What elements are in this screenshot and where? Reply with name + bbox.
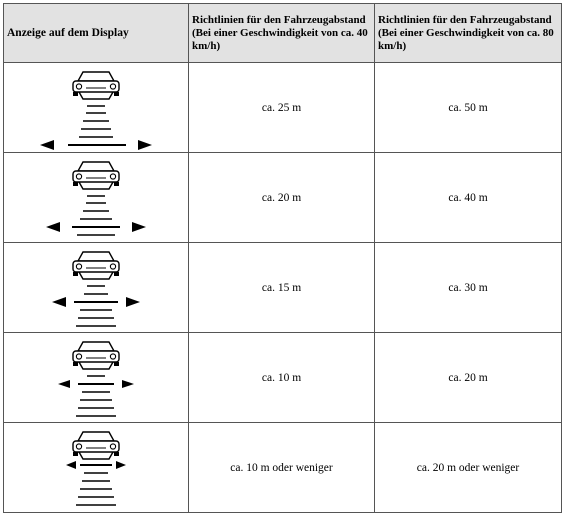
table-row xyxy=(4,153,562,243)
distance-80-cell: ca. 50 m xyxy=(375,63,562,153)
header-distance-40: Richtlinien für den Fahrzeugabstand (Bei einer Geschwindigkeit von ca. 40 km/h) xyxy=(189,4,375,63)
distance-bar-icon xyxy=(76,465,116,505)
display-cell xyxy=(4,63,189,153)
table-row xyxy=(4,63,562,153)
header-display: Anzeige auf dem Display xyxy=(4,4,189,63)
distance-40-cell: ca. 10 m xyxy=(189,333,375,423)
distance-bar-icon xyxy=(76,376,116,416)
header-distance-80: Richtlinien für den Fahrzeugabstand (Bei einer Geschwindigkeit von ca. 80 km/h) xyxy=(375,4,562,63)
car-front-icon xyxy=(73,342,119,369)
display-cell xyxy=(4,243,189,333)
display-indicator-icon xyxy=(4,66,188,150)
distance-40-cell: ca. 15 m xyxy=(189,243,375,333)
header-row xyxy=(4,4,562,63)
car-front-icon xyxy=(73,252,119,279)
display-indicator-icon xyxy=(4,246,188,330)
display-cell xyxy=(4,423,189,513)
car-front-icon xyxy=(73,162,119,189)
distance-bar-icon xyxy=(68,106,126,145)
distance-40-cell: ca. 20 m xyxy=(189,153,375,243)
distance-40-cell: ca. 10 m oder weniger xyxy=(189,423,375,513)
table-row xyxy=(4,243,562,333)
display-cell xyxy=(4,153,189,243)
car-front-icon xyxy=(73,72,119,99)
distance-80-cell: ca. 40 m xyxy=(375,153,562,243)
distance-bar-icon xyxy=(74,286,118,326)
table-row xyxy=(4,333,562,423)
display-indicator-icon xyxy=(4,426,188,510)
distance-80-cell: ca. 20 m oder weniger xyxy=(375,423,562,513)
display-indicator-icon xyxy=(4,336,188,420)
distance-bar-icon xyxy=(72,196,120,235)
car-front-icon xyxy=(73,432,119,459)
display-indicator-icon xyxy=(4,156,188,240)
distance-80-cell: ca. 20 m xyxy=(375,333,562,423)
distance-40-cell: ca. 25 m xyxy=(189,63,375,153)
table-row xyxy=(4,423,562,513)
distance-80-cell: ca. 30 m xyxy=(375,243,562,333)
distance-guide-table xyxy=(3,3,562,513)
display-cell xyxy=(4,333,189,423)
